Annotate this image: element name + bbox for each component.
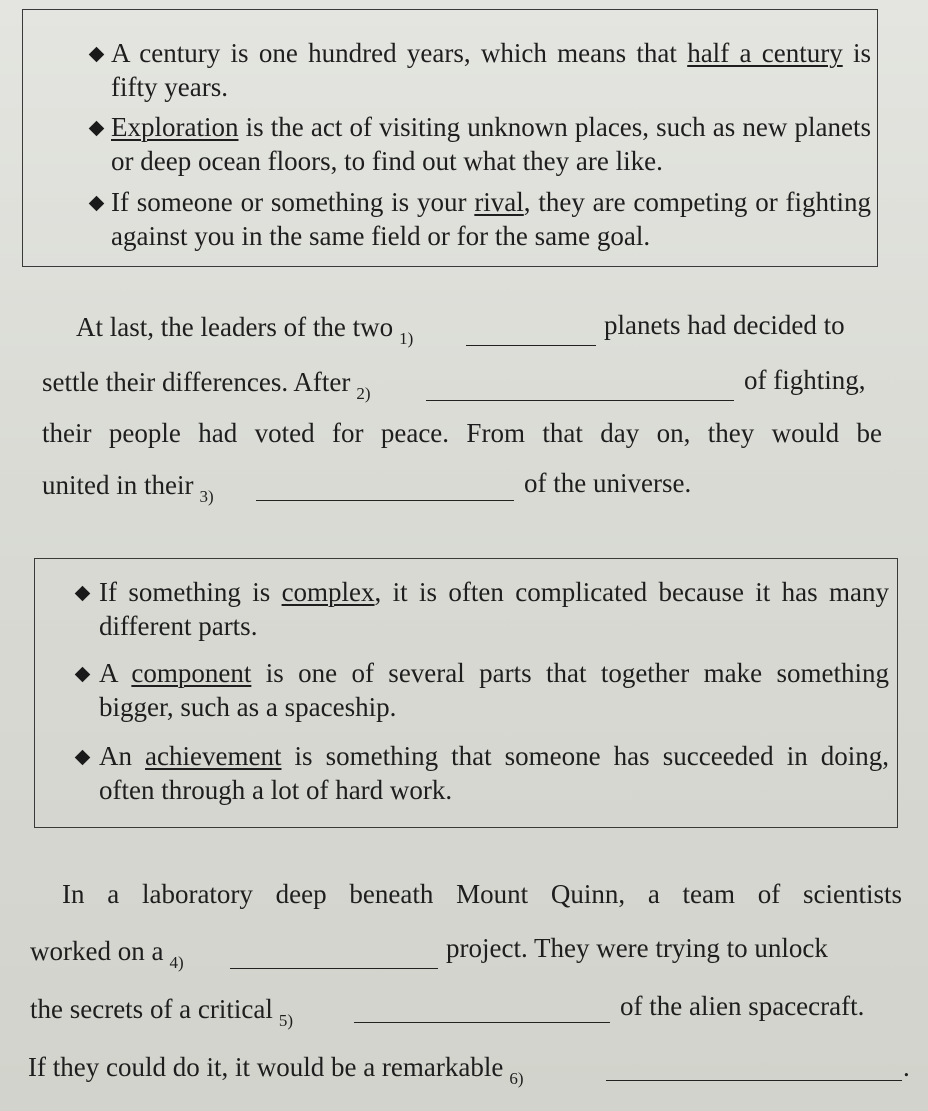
blank-number: 4) — [169, 953, 184, 972]
answer-blank-6[interactable] — [606, 1080, 902, 1081]
definition-item — [99, 575, 889, 643]
passage-line: of the universe. — [524, 468, 692, 498]
passage-line: planets had decided to — [604, 310, 845, 340]
passage-line: If they could do it, it would be a remarkable $_{6)}$ — [28, 1052, 524, 1088]
blank-number: 6) — [509, 1069, 524, 1088]
passage-line: the secrets of a critical $_{5)}$ — [30, 994, 294, 1030]
diamond-bullet-icon — [75, 667, 91, 683]
definition-text: If something is complex, it is often complicated because it has many different parts. — [99, 577, 889, 642]
answer-blank-4[interactable] — [230, 968, 438, 969]
definition-text: A century is one hundred years, which means that half a century is fifty years. — [111, 38, 871, 103]
vocab-term: rival — [474, 187, 524, 217]
diamond-bullet-icon — [75, 750, 91, 766]
passage-line: project. They were trying to unlock — [446, 933, 828, 963]
vocab-term: component — [131, 658, 252, 688]
definition-item — [111, 110, 871, 178]
definition-text: Exploration is the act of visiting unknown places, such as new planets or deep ocean floors, to find out what they are like. — [111, 112, 871, 177]
definition-text: If someone or something is your rival, they are competing or fighting against you in the same field or for the same goal. — [111, 187, 871, 252]
diamond-bullet-icon — [89, 47, 105, 63]
vocab-term: Exploration — [111, 112, 239, 142]
passage-line: united in their $_{3)}$ — [42, 470, 214, 506]
passage-line: of the alien spacecraft. — [620, 991, 865, 1021]
definition-text: An achievement is something that someone has succeeded in doing, often through a lot of hard work. — [99, 741, 889, 806]
vocab-term: achievement — [145, 741, 282, 771]
definition-item — [99, 656, 889, 724]
passage-line: . — [903, 1052, 910, 1082]
passage-line: settle their differences. After $_{2)}$ — [42, 367, 371, 403]
answer-blank-3[interactable] — [256, 500, 514, 501]
blank-number: 3) — [199, 487, 214, 506]
vocab-term: half a century — [687, 38, 843, 68]
passage-line: At last, the leaders of the two $_{1)}$ — [76, 312, 414, 348]
diamond-bullet-icon — [75, 586, 91, 602]
answer-blank-5[interactable] — [354, 1022, 610, 1023]
diamond-bullet-icon — [89, 196, 105, 212]
passage-line: their people had voted for peace. From that day on, they would be — [42, 418, 882, 448]
definition-text: A component is one of several parts that together make something bigger, such as a spaceship. — [99, 658, 889, 723]
vocab-term: complex — [281, 577, 375, 607]
definition-item — [99, 739, 889, 807]
diamond-bullet-icon — [89, 121, 105, 137]
definition-box-2 — [34, 558, 898, 828]
blank-number: 1) — [399, 329, 414, 348]
definition-item — [111, 185, 871, 253]
passage-line: of fighting, — [744, 365, 866, 395]
definition-item — [111, 36, 871, 104]
blank-number: 5) — [278, 1011, 294, 1030]
blank-number: 2) — [356, 384, 371, 403]
definition-box-1 — [22, 9, 878, 267]
answer-blank-2[interactable] — [426, 400, 734, 401]
passage-line: worked on a $_{4)}$ — [30, 936, 184, 972]
answer-blank-1[interactable] — [466, 345, 596, 346]
passage-line: In a laboratory deep beneath Mount Quinn, a team of scientists — [62, 879, 902, 909]
